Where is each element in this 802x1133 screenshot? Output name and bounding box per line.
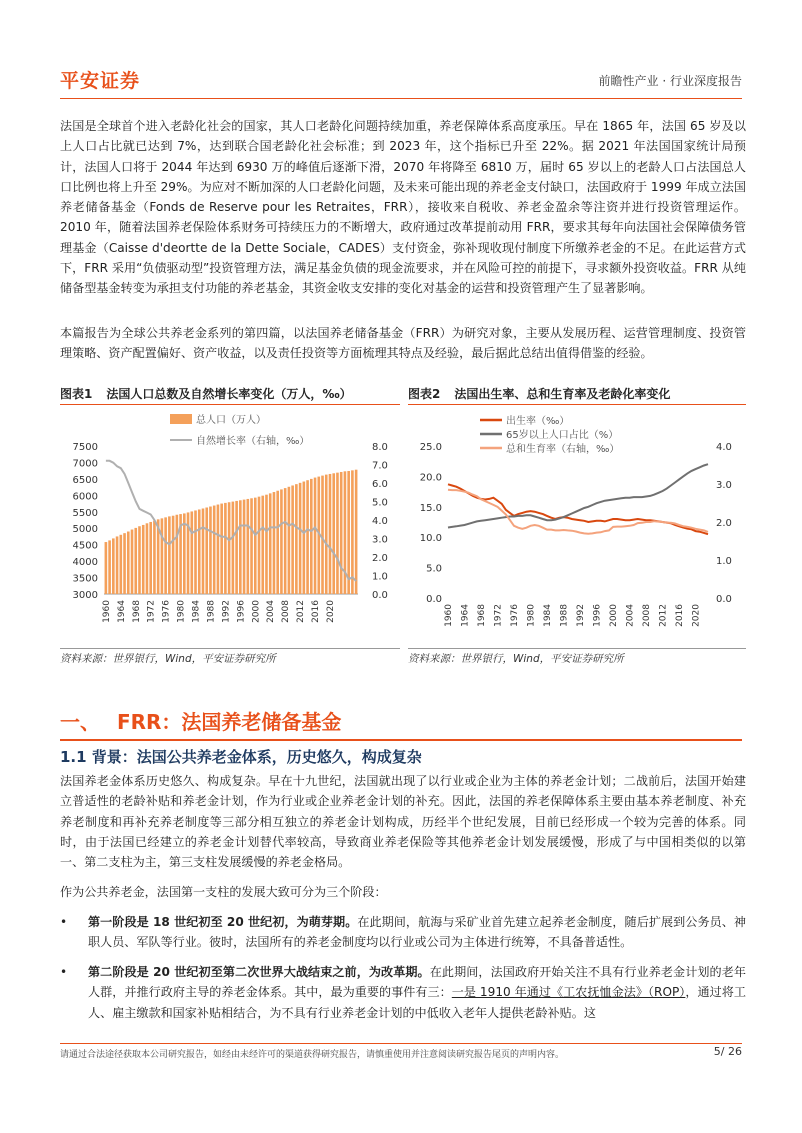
population-bar <box>131 530 134 594</box>
chart1-label: 图表1 <box>60 386 93 401</box>
x-tick-label: 2012 <box>658 604 669 627</box>
y-tick-label: 7500 <box>72 442 98 453</box>
company-logo: 平安证券 <box>60 70 141 92</box>
section-number: 一、 <box>60 710 100 734</box>
population-bar <box>258 497 261 594</box>
x-tick-label: 1964 <box>116 600 127 623</box>
population-bar <box>336 473 339 594</box>
x-tick-label: 2016 <box>675 604 686 627</box>
population-bar <box>310 479 313 594</box>
bullet-dot: • <box>60 915 68 929</box>
y2-tick-label: 5.0 <box>372 497 388 509</box>
population-bar <box>269 493 272 594</box>
population-bar <box>164 517 167 594</box>
population-bar <box>299 483 302 594</box>
population-bar <box>340 472 343 594</box>
population-bar <box>224 503 227 594</box>
population-bar <box>325 475 328 594</box>
population-chart <box>60 406 400 646</box>
series-line-0 <box>448 484 708 534</box>
chart2-label: 图表2 <box>408 386 441 401</box>
section-title: FRR：法国养老储备基金 <box>116 710 342 734</box>
header-divider <box>60 98 742 99</box>
population-bar <box>351 470 354 594</box>
population-bar <box>142 525 145 594</box>
y-tick-label: 5.0 <box>426 563 442 575</box>
x-tick-label: 1980 <box>176 600 187 623</box>
y-tick-label: 5000 <box>72 524 98 536</box>
x-tick-label: 1960 <box>444 604 454 627</box>
legend-swatch-population <box>170 414 192 424</box>
population-bar <box>288 487 291 594</box>
x-tick-label: 2004 <box>266 600 277 623</box>
y2-tick-label: 0.0 <box>372 590 388 601</box>
population-bar <box>161 518 164 594</box>
population-bar <box>209 507 212 594</box>
x-tick-label: 1992 <box>221 600 232 623</box>
subsection-heading: 1.1 背景：法国公共养老金体系，历史悠久，构成复杂 <box>60 748 422 766</box>
y-tick-label: 15.0 <box>419 502 442 514</box>
y-tick-label: 10.0 <box>419 533 442 545</box>
x-tick-label: 1980 <box>526 604 537 627</box>
x-tick-label: 1988 <box>206 600 217 623</box>
population-bar <box>243 500 246 594</box>
section-paragraph-1: 法国养老金体系历史悠久、构成复杂。早在十九世纪，法国就出现了以行业或企业为主体的养老金计划；二战前后，法国开始建立普适性的老龄补贴和养老金计划，作为行业或企业养老金计划的补充。因此，法国的养老保障体系主要由基本养老制度、补充养老制度和再补充养老制度等三部分相互独立的养老金计划构成，历经半个世纪发展，目前已经形成一个较为完善的体系。同时，由于法国已经建立的养老金计划替代率较高，导致商业养老保险等其他养老金计划发展缓慢，形成了与中国相类似的以第一、第二支柱为主，第三支柱发展缓慢的养老金格局。 <box>60 774 746 870</box>
x-tick-label: 1964 <box>460 604 471 627</box>
y-tick-label: 6000 <box>72 491 98 503</box>
legend-label-0: 出生率（‰） <box>506 416 570 427</box>
population-bar <box>146 523 149 594</box>
population-bar <box>176 515 179 594</box>
population-bar <box>120 535 123 594</box>
y2-tick-label: 7.0 <box>372 460 388 472</box>
y2-tick-label: 3.0 <box>372 534 388 546</box>
y2-tick-label: 4.0 <box>372 516 388 527</box>
y2-tick-label: 2.0 <box>716 518 732 529</box>
legend-label-1: 65岁以上人口占比（%） <box>506 430 619 441</box>
y2-tick-label: 3.0 <box>716 480 732 491</box>
x-tick-label: 1992 <box>576 604 587 627</box>
y-tick-label: 4000 <box>72 557 98 569</box>
x-tick-label: 2000 <box>251 600 262 623</box>
population-bar <box>273 492 276 594</box>
section-divider <box>60 739 742 741</box>
population-bar <box>138 526 141 594</box>
population-bar <box>194 510 197 594</box>
bullet-1-text: 在此期间，航海与采矿业首先建立起养老金制度，随后扩展到公务员、神职人员、军队等行业。彼时，法国所有的养老金制度均以行业或公司为主体进行统筹，不具备普适性。 <box>88 915 746 950</box>
population-bar <box>254 498 257 594</box>
population-bar <box>239 500 242 594</box>
bullet-2-text: 在此期间，法国政府开始关注不具有行业养老金计划的老年人群，并推行政府主导的养老金体系。其中，最为重要的事件有三： <box>88 965 746 1000</box>
series-line-1 <box>448 464 708 527</box>
population-bar <box>217 505 220 594</box>
footer-divider <box>60 1043 742 1044</box>
population-bar <box>220 504 223 594</box>
population-bar <box>355 470 358 594</box>
bullet-2-underlined: 一是 1910 年通过《工农抚恤金法》（ROP） <box>451 985 686 1000</box>
x-tick-label: 2020 <box>325 600 336 623</box>
y-tick-label: 7000 <box>72 458 98 470</box>
legend-label-population: 总人口（万人） <box>196 415 266 426</box>
y-tick-label: 20.0 <box>419 472 442 484</box>
chart1-source: 资料来源：世界银行，Wind，平安证券研究所 <box>60 648 400 666</box>
y2-tick-label: 6.0 <box>372 479 388 490</box>
population-bar <box>168 516 171 594</box>
population-bar <box>198 509 201 594</box>
x-tick-label: 1968 <box>131 600 142 623</box>
population-bar <box>306 480 309 594</box>
population-bar <box>228 502 231 594</box>
chart2-title-bar <box>408 382 746 405</box>
population-bar <box>247 499 250 594</box>
chart1-title: 法国人口总数及自然增长率变化（万人，‰） <box>106 386 352 401</box>
y2-tick-label: 2.0 <box>372 553 388 564</box>
bullet-dot: • <box>60 965 68 979</box>
x-tick-label: 2004 <box>625 604 636 627</box>
y-tick-label: 25.0 <box>419 442 442 453</box>
y-tick-label: 3000 <box>72 590 98 601</box>
y2-tick-label: 4.0 <box>716 442 732 453</box>
bullet-2-text-cont: ，通过将工人、雇主缴款和国家补贴相结合，为不具有行业养老金计划的中低收入老年人提供老龄补贴。这 <box>88 985 746 1020</box>
population-bar <box>202 508 205 594</box>
population-bar <box>108 540 111 594</box>
population-bar <box>303 482 306 594</box>
report-type: 前瞻性产业 · 行业深度报告 <box>598 74 742 88</box>
x-tick-label: 2008 <box>642 604 653 627</box>
section-paragraph-2: 作为公共养老金，法国第一支柱的发展大致可分为三个阶段： <box>60 885 387 899</box>
bullet-2-bold: 第二阶段是 20 世纪初至第二次世界大战结束之前，为改革期。 <box>88 965 430 979</box>
population-bar <box>190 511 193 594</box>
y-tick-label: 4500 <box>72 540 98 552</box>
chart1-title-bar <box>60 382 400 405</box>
population-bar <box>291 485 294 594</box>
bullet-item-1 <box>60 912 746 953</box>
population-bar <box>276 491 279 594</box>
footer-disclaimer: 请通过合法途径获取本公司研究报告，如经由未经许可的渠道获得研究报告，请慎重使用并注意阅读研究报告尾页的声明内容。 <box>60 1050 565 1060</box>
x-tick-label: 2012 <box>296 600 307 623</box>
population-bar <box>134 528 137 594</box>
y-tick-label: 0.0 <box>426 594 442 605</box>
population-bar <box>213 506 216 594</box>
population-bar <box>295 484 298 594</box>
x-tick-label: 2008 <box>281 600 292 623</box>
population-bar <box>172 516 175 594</box>
population-bar <box>149 522 152 594</box>
intro-paragraph-2: 本篇报告为全球公共养老金系列的第四篇，以法国养老储备基金（FRR）为研究对象，主要从发展历程、运营管理制度、投资管理策略、资产配置偏好、资产收益，以及责任投资等方面梳理其特点及经验，最后据此总结出值得借鉴的经验。 <box>60 326 746 361</box>
chart2-title: 法国出生率、总和生育率及老龄化率变化 <box>454 386 671 401</box>
population-bar <box>284 488 287 594</box>
population-bar <box>232 502 235 594</box>
x-tick-label: 1984 <box>543 604 554 627</box>
x-tick-label: 1996 <box>236 600 247 623</box>
y2-tick-label: 1.0 <box>716 556 732 567</box>
x-tick-label: 1976 <box>161 600 172 623</box>
x-tick-label: 2016 <box>311 600 322 623</box>
y-tick-label: 3500 <box>72 573 98 585</box>
population-bar <box>116 536 119 594</box>
population-bar <box>250 498 253 594</box>
population-bar <box>329 474 332 594</box>
y2-tick-label: 8.0 <box>372 442 388 453</box>
population-bar <box>261 496 264 594</box>
x-tick-label: 1984 <box>191 600 202 623</box>
y-tick-label: 5500 <box>72 507 98 519</box>
x-tick-label: 1996 <box>592 604 603 627</box>
y-tick-label: 6500 <box>72 474 98 486</box>
x-tick-label: 1972 <box>146 600 157 623</box>
x-tick-label: 1968 <box>477 604 488 627</box>
chart2-source: 资料来源：世界银行，Wind，平安证券研究所 <box>408 648 746 666</box>
legend-label-growth: 自然增长率（右轴，‰） <box>196 436 310 447</box>
population-bar <box>265 495 268 594</box>
population-bar <box>235 501 238 594</box>
x-tick-label: 1976 <box>510 604 521 627</box>
legend-label-2: 总和生育率（右轴，‰） <box>506 444 620 455</box>
intro-paragraph-1: 法国是全球首个进入老龄化社会的国家，其人口老龄化问题持续加重，养老保障体系高度承压。早在 1865 年，法国 65 岁及以上人口占比就已达到 7%，达到联合国老龄化社会标准；到 2023 年，这个指标已升至 22%。据 2021 年法国国家统计局预计，法国人口将于 2044 年达到 6930 万的峰值后逐渐下滑，2070 年将降至 6810 万，届时 65 岁以上的老龄人口占法国总人口比例也将上升至 29%。为应对不断加深的人口老龄化问题，及未来可能出现的养老金支付缺口，法国政府于 1999 年成立法国养老储备基金（Fonds de Reserve pour les Retraites，FRR），接收来自税收、养老金盈余等注资并进行投资管理运作。2010 年，随着法国养老保险体系财务可持续压力的不断增大，政府通过改革提前动用 FRR，要求其每年向法国社会保障债务管理基金（Caisse d'deortte de la Dette Sociale，CADES）支付资金，弥补现收现付制度下所缴养老金的不足。在此运营方式下，FRR 采用“负债驱动型”投资管理方法，满足基金负债的现金流要求，并在风险可控的前提下，寻求额外投资收益。FRR 从纯储备型基金转变为承担支付功能的养老基金，其资金收支安排的变化对基金的运营和投资管理产生了显著影响。 <box>60 119 746 296</box>
population-bar <box>205 508 208 594</box>
x-tick-label: 1988 <box>559 604 570 627</box>
population-bar <box>332 473 335 594</box>
population-bar <box>321 476 324 594</box>
population-bar <box>127 532 130 594</box>
population-bar <box>105 542 108 594</box>
population-bar <box>280 489 283 594</box>
x-tick-label: 2020 <box>691 604 702 627</box>
bullet-item-2 <box>60 962 746 1023</box>
population-bar <box>183 513 186 594</box>
bullet-1-bold: 第一阶段是 18 世纪初至 20 世纪初，为萌芽期。 <box>88 915 358 929</box>
population-bar <box>314 478 317 594</box>
section-heading <box>60 706 341 735</box>
y2-tick-label: 0.0 <box>716 594 732 605</box>
population-bar <box>123 533 126 594</box>
population-bar <box>112 538 115 594</box>
y2-tick-label: 1.0 <box>372 571 388 583</box>
page-number: 5/ 26 <box>713 1045 742 1058</box>
population-bar <box>153 521 156 594</box>
birth-rate-chart <box>408 406 746 646</box>
x-tick-label: 1960 <box>101 600 112 623</box>
x-tick-label: 1972 <box>493 604 504 627</box>
x-tick-label: 2000 <box>609 604 620 627</box>
